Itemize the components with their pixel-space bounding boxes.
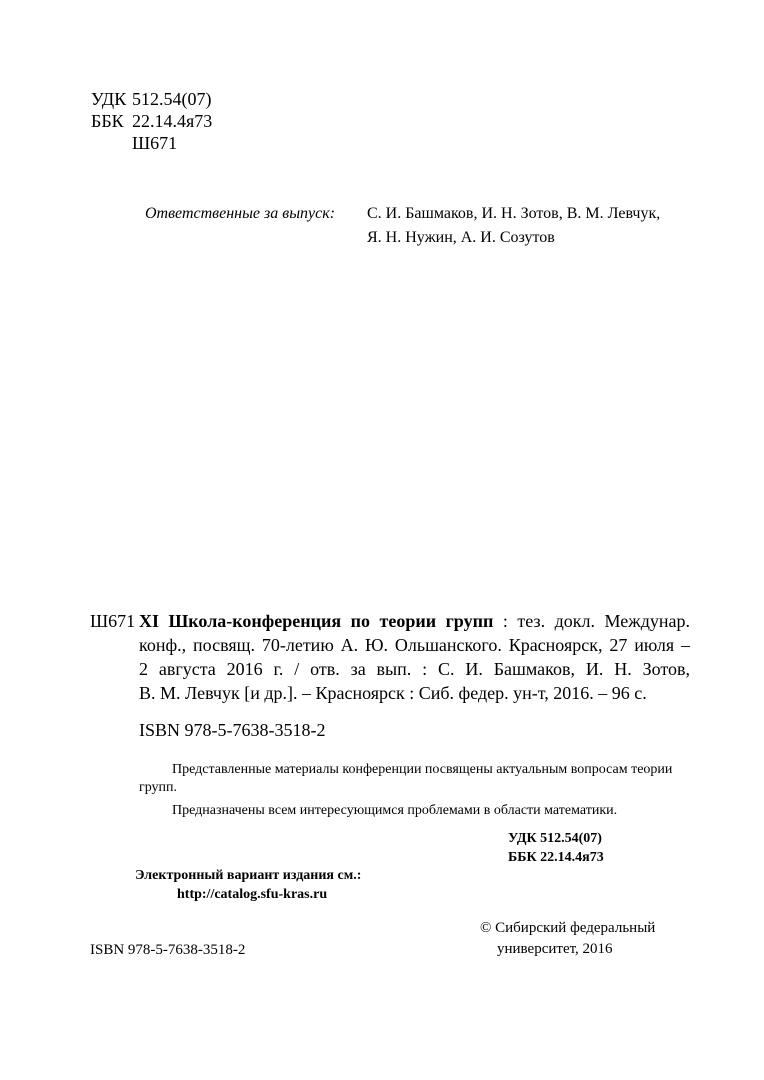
udk-bottom: УДК 512.54(07) bbox=[508, 831, 602, 846]
electronic-version bbox=[135, 866, 361, 904]
bbk-label: ББК bbox=[91, 111, 124, 131]
responsible-names-line1: С. И. Башмаков, И. Н. Зотов, В. М. Левчук, bbox=[367, 205, 661, 222]
codes-bottom bbox=[508, 829, 604, 867]
copyright-line1: © Сибирский федеральный bbox=[480, 920, 656, 936]
udk-row bbox=[91, 88, 212, 110]
bbk-bottom: ББК 22.14.4я73 bbox=[508, 850, 604, 865]
bibliographic-line-1: XI Школа-конференция по теории групп : тез. докл. Междунар. bbox=[139, 611, 690, 631]
isbn-bottom: ISBN 978-5-7638-3518-2 bbox=[90, 942, 246, 958]
udk-value: 512.54(07) bbox=[132, 89, 212, 109]
udk-label: УДК bbox=[91, 89, 127, 109]
annotation bbox=[139, 761, 679, 820]
bibliographic-line-3: 2 августа 2016 г. / отв. за вып. : С. И. Башмаков, И. Н. Зотов, bbox=[139, 659, 690, 679]
conference-title: XI Школа-конференция по теории групп bbox=[139, 611, 494, 631]
classification-block bbox=[91, 88, 212, 154]
responsible-names-line2: Я. Н. Нужин, А. И. Созутов bbox=[367, 229, 555, 246]
electronic-label: Электронный вариант издания см.: bbox=[135, 868, 362, 883]
author-sign: Ш671 bbox=[132, 133, 178, 153]
bbk-row bbox=[91, 110, 212, 132]
bibliographic-code: Ш671 bbox=[90, 611, 136, 631]
annotation-paragraph-2: Предназначены всем интересующимся проблемами в области математики. bbox=[172, 803, 618, 818]
isbn-main: ISBN 978-5-7638-3518-2 bbox=[139, 720, 326, 740]
responsible-block bbox=[145, 205, 660, 253]
copyright bbox=[480, 918, 655, 960]
electronic-url[interactable]: http://catalog.sfu-kras.ru bbox=[177, 887, 328, 902]
bbk-value: 22.14.4я73 bbox=[132, 111, 213, 131]
bibliographic-text bbox=[139, 609, 690, 705]
bibliographic-line-4: В. М. Левчук [и др.]. – Красноярск : Сиб. федер. ун-т, 2016. – 96 с. bbox=[139, 683, 647, 703]
bibliographic-line-2: конф., посвящ. 70-летию А. Ю. Ольшанского. Красноярск, 27 июля – bbox=[139, 635, 690, 655]
copyright-line2: университет, 2016 bbox=[497, 941, 613, 957]
author-sign-row bbox=[91, 132, 212, 154]
annotation-paragraph-1: Представленные материалы конференции посвящены актуальным вопросам теории групп. bbox=[139, 762, 673, 795]
responsible-label: Ответственные за выпуск: bbox=[145, 205, 336, 222]
